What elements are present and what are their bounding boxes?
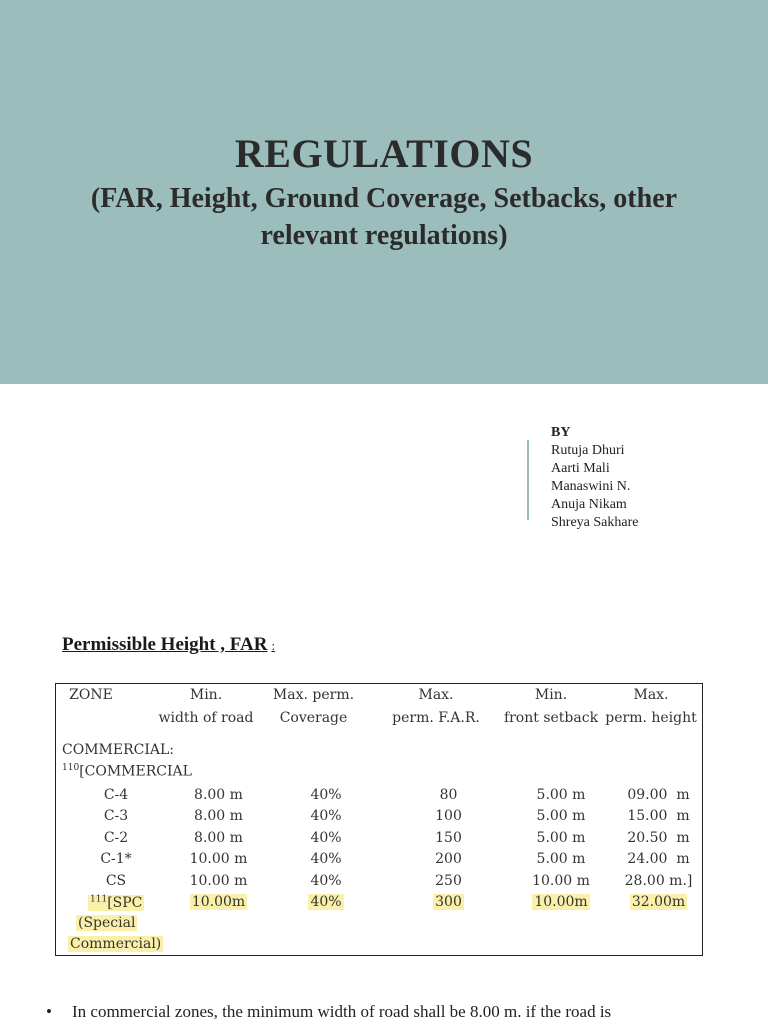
table-row bbox=[56, 787, 702, 808]
road-cell: 8.00 m bbox=[194, 787, 243, 803]
road-cell: 10.00 m bbox=[189, 851, 248, 867]
coverage-text: 40% bbox=[310, 894, 342, 910]
column-header-text: Coverage bbox=[279, 710, 348, 726]
road-cell: 8.00 m bbox=[194, 830, 243, 846]
column-header-text: Max. bbox=[418, 687, 454, 703]
table-row bbox=[56, 851, 702, 872]
far-cell: 80 bbox=[439, 787, 458, 803]
sub-group-text: [COMMERCIAL bbox=[79, 763, 192, 780]
column-header-text: front setback bbox=[503, 710, 599, 726]
setback-cell: 10.00 m bbox=[532, 873, 590, 889]
bullet-icon: • bbox=[46, 1002, 52, 1021]
table-row bbox=[56, 830, 702, 851]
far-cell bbox=[396, 894, 501, 910]
setback-cell: 5.00 m bbox=[536, 851, 586, 867]
byline-divider bbox=[527, 440, 529, 520]
column-header-text: width of road bbox=[158, 710, 254, 726]
column-header-text: Min. bbox=[189, 687, 223, 703]
slide-title: REGULATIONS bbox=[234, 131, 534, 176]
height-cell bbox=[616, 894, 701, 910]
column-header-text: perm. height bbox=[605, 710, 697, 726]
coverage-cell: 40% bbox=[310, 851, 342, 867]
setback-cell: 5.00 m bbox=[536, 808, 586, 824]
column-header bbox=[151, 684, 261, 730]
column-header-text: perm. F.A.R. bbox=[392, 710, 480, 726]
column-header-text: Max. bbox=[633, 687, 669, 703]
byline bbox=[551, 424, 638, 532]
coverage-cell: 40% bbox=[310, 873, 342, 889]
regulations-table bbox=[55, 683, 703, 956]
section-heading bbox=[62, 634, 275, 656]
coverage-cell: 40% bbox=[310, 830, 342, 846]
title-banner bbox=[0, 0, 768, 384]
slide-subtitle: (FAR, Height, Ground Coverage, Setbacks, other relevant regulations) bbox=[90, 183, 678, 251]
far-cell: 200 bbox=[435, 851, 462, 867]
zone-cell bbox=[88, 894, 144, 911]
table-row bbox=[56, 873, 702, 894]
bullet-text: In commercial zones, the minimum width of road shall be 8.00 m. if the road is bbox=[72, 1002, 612, 1021]
author-name: Manaswini N. bbox=[551, 479, 631, 494]
road-cell: 8.00 m bbox=[194, 808, 243, 824]
road-cell: 10.00 m bbox=[189, 873, 248, 889]
column-header bbox=[501, 684, 601, 730]
zone-cell: C-3 bbox=[103, 808, 129, 824]
coverage-cell bbox=[271, 894, 381, 910]
far-cell: 250 bbox=[435, 873, 462, 889]
footnote-marker: 110 bbox=[62, 763, 80, 773]
coverage-cell: 40% bbox=[310, 787, 342, 803]
column-header bbox=[261, 684, 366, 730]
zone-text: (Special bbox=[78, 915, 136, 931]
column-header bbox=[601, 684, 701, 730]
column-header-text: ZONE bbox=[69, 687, 113, 703]
byline-label: BY bbox=[551, 425, 571, 440]
column-header bbox=[381, 684, 491, 730]
setback-cell: 5.00 m bbox=[536, 830, 586, 846]
sub-group-label bbox=[62, 763, 192, 780]
setback-cell: 5.00 m bbox=[536, 787, 586, 803]
height-cell: 09.00 m bbox=[627, 787, 690, 803]
section-heading-text: Permissible Height , FAR bbox=[62, 634, 268, 655]
height-text: 32.00m bbox=[631, 894, 686, 910]
coverage-cell: 40% bbox=[310, 808, 342, 824]
zone-cell: C-1* bbox=[100, 851, 132, 867]
footnote-marker: 111 bbox=[90, 894, 108, 904]
zone-cell-line bbox=[76, 915, 137, 931]
height-cell: 15.00 m bbox=[627, 808, 690, 824]
far-cell: 100 bbox=[435, 808, 462, 824]
zone-cell-line bbox=[68, 936, 163, 952]
zone-cell: C-4 bbox=[103, 787, 129, 803]
table-row-spc bbox=[56, 894, 702, 956]
bullet-point bbox=[46, 1002, 746, 1022]
height-cell: 24.00 m bbox=[627, 851, 690, 867]
zone-cell: CS bbox=[105, 873, 127, 889]
column-header bbox=[61, 684, 121, 707]
far-cell: 150 bbox=[435, 830, 462, 846]
column-header-text: Max. perm. bbox=[272, 687, 355, 703]
table-row bbox=[56, 808, 702, 829]
setback-cell bbox=[511, 894, 611, 910]
author-name: Aarti Mali bbox=[551, 461, 610, 476]
author-name: Rutuja Dhuri bbox=[551, 443, 625, 458]
column-header-text: Min. bbox=[534, 687, 568, 703]
setback-text: 10.00m bbox=[534, 894, 588, 910]
height-cell: 28.00 m.] bbox=[624, 873, 693, 889]
zone-cell: C-2 bbox=[103, 830, 129, 846]
road-cell bbox=[166, 894, 271, 910]
author-name: Shreya Sakhare bbox=[551, 515, 639, 530]
zone-text: [SPC bbox=[107, 894, 143, 911]
group-label: COMMERCIAL: bbox=[62, 742, 174, 758]
author-name: Anuja Nikam bbox=[551, 497, 627, 512]
zone-text: Commercial) bbox=[70, 936, 162, 952]
section-heading-colon: : bbox=[271, 638, 276, 653]
far-text: 300 bbox=[435, 894, 462, 910]
height-cell: 20.50 m bbox=[627, 830, 690, 846]
road-text: 10.00m bbox=[191, 894, 246, 910]
